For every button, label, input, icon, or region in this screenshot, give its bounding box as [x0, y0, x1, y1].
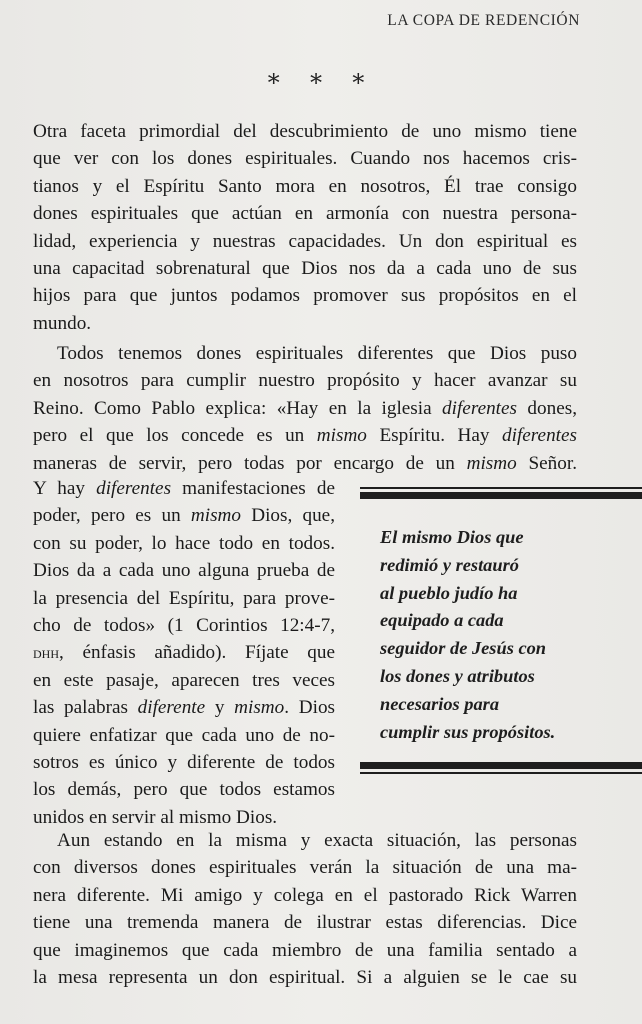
text-line: con su poder, lo hace todo en todos. — [33, 532, 335, 554]
text-line: con diversos dones espirituales verán la situación de una ma- — [33, 857, 577, 879]
text-run: manifestaciones de — [171, 478, 335, 499]
text-run: pero el que los concede es un — [33, 425, 317, 447]
text-run: . Dios — [284, 697, 335, 719]
pull-quote — [360, 492, 642, 777]
text-line: la mesa representa un don espiritual. Si a alguien se le cae su — [33, 967, 577, 989]
pull-quote-bottom-rule — [360, 762, 642, 769]
text-line — [33, 502, 335, 529]
emphasis: diferentes — [502, 425, 577, 447]
bible-version-abbr: dhh — [33, 643, 59, 663]
thin-rule — [360, 772, 642, 774]
pull-quote-line: seguidor de Jesús con — [380, 638, 547, 659]
paragraph-4 — [33, 827, 577, 991]
text-line — [33, 694, 335, 721]
thin-rule — [360, 487, 642, 489]
text-run: , énfasis añadido). Fíjate que — [59, 642, 335, 664]
text-run: Reino. Como Pablo explica: «Hay en la iglesia — [33, 397, 443, 419]
text-run: Espíritu. Hay — [366, 425, 503, 447]
text-line — [33, 422, 577, 449]
pull-quote-line: necesarios para — [380, 693, 500, 714]
pull-quote-line: cumplir sus propósitos. — [380, 721, 556, 742]
text-line: lidad, experiencia y nuestras capacidades. Un don espiritual es — [33, 230, 577, 252]
text-line: una capacitad sobrenatural que Dios nos da a cada uno de sus — [33, 258, 577, 280]
pull-quote-text — [380, 524, 630, 746]
text-line: nera diferente. Mi amigo y colega en el pastorado Rick Warren — [33, 884, 577, 906]
text-line: Todos tenemos dones espirituales diferentes que Dios puso — [57, 343, 577, 364]
pull-quote-line: redimió y restauró — [380, 554, 519, 575]
text-line: tiene una tremenda manera de ilustrar estas diferencias. Dice — [33, 912, 577, 934]
emphasis: diferentes — [442, 397, 517, 419]
pull-quote-line: los dones y atributos — [380, 665, 535, 686]
pull-quote-line: El mismo Dios que — [380, 527, 524, 547]
text-run: Y hay — [33, 478, 97, 499]
text-line: mundo. — [33, 312, 92, 334]
text-run: dones, — [517, 397, 577, 419]
text-line: unidos en servir al mismo Dios. — [33, 806, 278, 828]
pull-quote-top-rule — [360, 492, 642, 499]
text-line: Aun estando en la misma y exacta situación, las personas — [57, 830, 577, 851]
text-line: la presencia del Espíritu, para prove- — [33, 587, 335, 609]
text-run: y — [205, 697, 235, 719]
emphasis: diferentes — [96, 478, 172, 499]
text-line: quiere enfatizar que cada uno de no- — [33, 724, 335, 746]
text-line: sotros es único y diferente de todos — [33, 752, 335, 774]
text-run: Dios, que, — [241, 505, 335, 527]
emphasis: mismo — [234, 697, 285, 719]
text-line — [33, 395, 577, 422]
text-run: maneras de servir, pero todas por encargo de un — [33, 452, 467, 474]
text-line — [33, 475, 335, 502]
text-line: dones espirituales que actúan en armonía con nuestra persona- — [33, 203, 577, 225]
text-run: Señor. — [516, 452, 577, 474]
pull-quote-line: al pueblo judío ha — [380, 582, 518, 603]
pull-quote-line: equipado a cada — [380, 610, 504, 631]
paragraph-2 — [33, 340, 577, 477]
text-line: Otra faceta primordial del descubrimiento de uno mismo tiene — [33, 121, 577, 142]
text-line — [33, 639, 335, 666]
section-separator: ∗ ∗ ∗ — [265, 66, 377, 92]
text-line: los demás, pero que todos estamos — [33, 779, 335, 801]
emphasis: diferente — [137, 697, 206, 719]
emphasis: mismo — [466, 452, 517, 474]
text-line: que imaginemos que cada miembro de una familia sentado a — [33, 939, 577, 961]
running-header: LA COPA DE REDENCIÓN — [387, 12, 580, 29]
text-line — [33, 450, 577, 477]
text-line: que ver con los dones espirituales. Cuando nos hacemos cris- — [33, 148, 577, 170]
text-line: hijos para que juntos podamos promover sus propósitos en el — [33, 285, 577, 307]
paragraph-1 — [33, 118, 577, 337]
emphasis: mismo — [190, 505, 241, 527]
column-text — [33, 475, 335, 831]
text-run: poder, pero es un — [33, 505, 191, 527]
text-line: en este pasaje, aparecen tres veces — [33, 669, 335, 691]
emphasis: mismo — [316, 425, 367, 447]
text-run: las palabras — [33, 697, 138, 719]
text-line: cho de todos» (1 Corintios 12:4-7, — [33, 615, 335, 637]
text-line: Dios da a cada uno alguna prueba de — [33, 560, 335, 582]
text-line: en nosotros para cumplir nuestro propósito y hacer avanzar su — [33, 370, 577, 392]
text-line: tianos y el Espíritu Santo mora en nosotros, Él trae consigo — [33, 175, 577, 197]
